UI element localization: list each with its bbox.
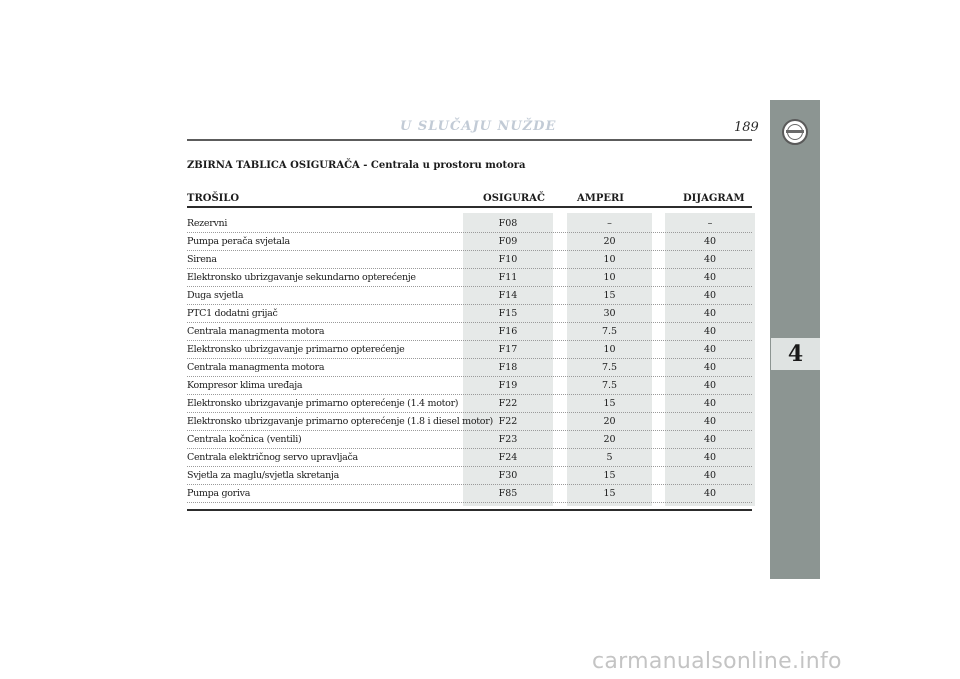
fuse-cell: F24 — [498, 452, 518, 463]
diagram-cell: 40 — [703, 488, 717, 499]
diagram-cell: 40 — [703, 398, 717, 409]
lancia-logo-icon — [782, 119, 808, 145]
fuse-cell: F11 — [498, 272, 518, 283]
fuse-cell: F16 — [498, 326, 518, 337]
amperes-cell: 7.5 — [601, 380, 618, 391]
diagram-cell: 40 — [703, 290, 717, 301]
amperes-cell: 15 — [603, 398, 616, 409]
consumer-cell: PTC1 dodatni grijač — [187, 308, 278, 319]
fuse-cell: F22 — [498, 416, 518, 427]
amperes-cell: – — [607, 218, 612, 229]
consumer-cell: Centrala kočnica (ventili) — [187, 434, 302, 445]
consumer-cell: Svjetla za maglu/svjetla skretanja — [187, 470, 339, 481]
diagram-cell: 40 — [703, 254, 717, 265]
table-row — [187, 413, 752, 431]
fuse-cell: F09 — [498, 236, 518, 247]
consumer-cell: Duga svjetla — [187, 290, 244, 301]
diagram-cell: 40 — [703, 362, 717, 373]
amperes-cell: 20 — [603, 434, 616, 445]
fuse-cell: F10 — [498, 254, 518, 265]
table-row — [187, 449, 752, 467]
table-row — [187, 233, 752, 251]
fuse-cell: F30 — [498, 470, 518, 481]
consumer-cell: Elektronsko ubrizgavanje primarno opterećenje — [187, 344, 405, 355]
amperes-cell: 10 — [603, 254, 616, 265]
table-row — [187, 431, 752, 449]
diagram-cell: 40 — [703, 470, 717, 481]
amperes-cell: 10 — [603, 272, 616, 283]
fuse-cell: F18 — [498, 362, 518, 373]
header-divider — [187, 139, 752, 141]
consumer-cell: Sirena — [187, 254, 217, 265]
diagram-cell: 40 — [703, 272, 717, 283]
amperes-cell: 30 — [603, 308, 616, 319]
diagram-cell: 40 — [703, 416, 717, 427]
page-number: 189 — [734, 120, 759, 135]
watermark: carmanualsonline.info — [592, 649, 842, 674]
fuse-cell: F19 — [498, 380, 518, 391]
table-row — [187, 377, 752, 395]
fuse-cell: F15 — [498, 308, 518, 319]
table-top-rule — [187, 206, 752, 208]
table-row — [187, 395, 752, 413]
table-row — [187, 215, 752, 233]
amperes-cell: 7.5 — [601, 326, 618, 337]
amperes-cell: 10 — [603, 344, 616, 355]
table-row — [187, 467, 752, 485]
diagram-cell: 40 — [703, 452, 717, 463]
amperes-cell: 15 — [603, 488, 616, 499]
consumer-cell: Centrala managmenta motora — [187, 362, 325, 373]
fuse-table-body — [187, 215, 752, 503]
fuse-cell: F08 — [498, 218, 518, 229]
column-header-diagram: DIJAGRAM — [683, 193, 745, 204]
consumer-cell: Elektronsko ubrizgavanje sekundarno opterećenje — [187, 272, 416, 283]
column-header-amperes: AMPERI — [577, 193, 624, 204]
consumer-cell: Centrala električnog servo upravljača — [187, 452, 358, 463]
amperes-cell: 7.5 — [601, 362, 618, 373]
amperes-cell: 15 — [603, 470, 616, 481]
table-row — [187, 287, 752, 305]
amperes-cell: 20 — [603, 236, 616, 247]
consumer-cell: Centrala managmenta motora — [187, 326, 325, 337]
table-row — [187, 359, 752, 377]
table-row — [187, 305, 752, 323]
fuse-cell: F14 — [498, 290, 518, 301]
diagram-cell: 40 — [703, 308, 717, 319]
fuse-cell: F17 — [498, 344, 518, 355]
chapter-tab[interactable]: 4 — [771, 338, 820, 370]
consumer-cell: Pumpa goriva — [187, 488, 251, 499]
table-row — [187, 485, 752, 503]
table-title: ZBIRNA TABLICA OSIGURAČA - Centrala u prostoru motora — [187, 160, 526, 171]
table-row — [187, 341, 752, 359]
section-title: U SLUČAJU NUŽDE — [400, 119, 557, 134]
consumer-cell: Elektronsko ubrizgavanje primarno opterećenje (1.4 motor) — [187, 398, 459, 409]
diagram-cell: 40 — [703, 326, 717, 337]
fuse-cell: F23 — [498, 434, 518, 445]
table-bottom-rule — [187, 509, 752, 511]
diagram-cell: 40 — [703, 434, 717, 445]
fuse-cell: F22 — [498, 398, 518, 409]
diagram-cell: 40 — [703, 236, 717, 247]
consumer-cell: Elektronsko ubrizgavanje primarno opterećenje (1.8 i diesel motor) — [187, 416, 493, 427]
column-header-consumer: TROŠILO — [187, 193, 240, 204]
table-row — [187, 323, 752, 341]
amperes-cell: 20 — [603, 416, 616, 427]
diagram-cell: 40 — [703, 380, 717, 391]
consumer-cell: Rezervni — [187, 218, 228, 229]
fuse-cell: F85 — [498, 488, 518, 499]
table-row — [187, 269, 752, 287]
amperes-cell: 15 — [603, 290, 616, 301]
consumer-cell: Kompresor klima uređaja — [187, 380, 303, 391]
diagram-cell: – — [707, 218, 713, 229]
table-row — [187, 251, 752, 269]
amperes-cell: 5 — [606, 452, 613, 463]
consumer-cell: Pumpa perača svjetala — [187, 236, 290, 247]
diagram-cell: 40 — [703, 344, 717, 355]
column-header-fuse: OSIGURAČ — [483, 193, 545, 204]
